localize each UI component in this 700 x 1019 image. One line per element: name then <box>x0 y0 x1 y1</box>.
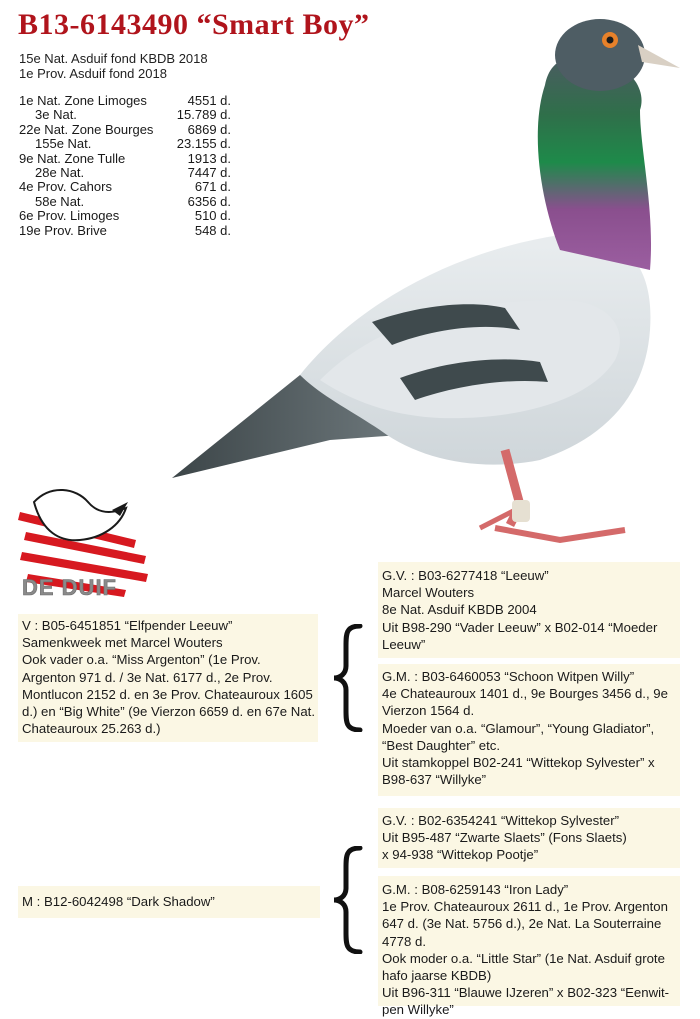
result-value: 7447 d. <box>187 164 231 180</box>
result-label: 155e Nat. <box>35 136 92 152</box>
brace-icon <box>330 846 364 954</box>
subtitle-line: 1e Prov. Asduif fond 2018 <box>19 66 167 81</box>
mother-mother-line: G.M. : B08-6259143 “Iron Lady” <box>382 882 569 897</box>
result-label: 1e Nat. Zone Limoges <box>19 93 147 108</box>
result-value: 510 d. <box>194 208 231 224</box>
pigeon-image <box>150 0 700 560</box>
result-value: 548 d. <box>194 222 231 238</box>
mother-mother-line: 1e Prov. Chateauroux 2611 d., 1e Prov. Argenton 647 d. (3e Nat. 5756 d.), 2e Nat. La Souterraine 4778 d. <box>382 899 668 949</box>
mother-mother-line: Ook moder o.a. “Little Star” (1e Nat. Asduif grote hafo jaarse KBDB) <box>382 950 665 984</box>
result-value: 6869 d. <box>187 121 231 137</box>
mother-box <box>18 886 320 918</box>
mother-line: M : B12-6042498 “Dark Shadow” <box>22 894 215 909</box>
result-value: 6356 d. <box>187 193 231 209</box>
result-value: 1913 d. <box>187 150 231 166</box>
result-label: 4e Prov. Cahors <box>19 179 112 195</box>
result-value: 671 d. <box>194 179 231 195</box>
pedigree-title: B13-6143490 “Smart Boy” <box>18 8 370 41</box>
father-father-line: 8e Nat. Asduif KBDB 2004 <box>382 602 537 618</box>
mother-mother-line: Uit B96-311 “Blauwe IJzeren” x B02-323 “Eenwit-pen Willyke” <box>382 985 670 1018</box>
father-mother-line: G.M. : B03-6460053 “Schoon Witpen Willy” <box>382 669 635 684</box>
father-father-line: Marcel Wouters <box>382 585 475 601</box>
father-mother-line: Moeder van o.a. “Glamour”, “Young Gladiator”, “Best Daughter” etc. <box>382 720 655 753</box>
result-label: 9e Nat. Zone Tulle <box>19 150 126 166</box>
result-label: 22e Nat. Zone Bourges <box>19 121 154 137</box>
father-mother-line: 4e Chateauroux 1401 d., 9e Bourges 3456 d., 9e Vierzon 1564 d. <box>382 686 668 719</box>
result-label: 3e Nat. <box>35 107 77 123</box>
result-label: 6e Prov. Limoges <box>19 208 120 224</box>
father-box <box>18 614 318 742</box>
result-label: 19e Prov. Brive <box>19 222 107 238</box>
logo-text: DE DUIF <box>22 575 117 600</box>
mother-father-line: G.V. : B02-6354241 “Wittekop Sylvester” <box>382 813 620 828</box>
mother-father-line: x 94-938 “Wittekop Pootje” <box>382 847 539 863</box>
father-father-box <box>378 562 680 658</box>
result-value: 23.155 d. <box>176 136 231 152</box>
father-mother-box <box>378 664 680 796</box>
father-mother-line: Uit stamkoppel B02-241 “Wittekop Sylvester” x B98-637 “Willyke” <box>382 755 655 788</box>
result-value: 15.789 d. <box>176 107 231 123</box>
result-label: 58e Nat. <box>35 193 85 209</box>
result-value: 4551 d. <box>187 93 231 108</box>
father-line: Ook vader o.a. “Miss Argenton” (1e Prov. Argenton 971 d. / 3e Nat. 6177 d., 2e Prov. Montlucon 2152 d. en 3e Prov. Chateauroux 1605 d.) en “Big White” (9e Vierzon 6659 d. en 67e Nat. Chateauroux 25.263 d.) <box>22 652 315 737</box>
brace-icon <box>330 624 364 732</box>
mother-mother-box <box>378 876 680 1018</box>
mother-father-box <box>378 808 680 868</box>
father-father-line: Uit B98-290 “Vader Leeuw” x B02-014 “Moeder Leeuw” <box>382 619 658 652</box>
mother-father-line: Uit B95-487 “Zwarte Slaets” (Fons Slaets) <box>382 830 627 846</box>
father-line: Samenkweek met Marcel Wouters <box>22 635 223 651</box>
subtitle-line: 15e Nat. Asduif fond KBDB 2018 <box>19 51 208 66</box>
father-father-line: G.V. : B03-6277418 “Leeuw” <box>382 568 549 583</box>
father-line: V : B05-6451851 “Elfpender Leeuw” <box>22 618 233 633</box>
result-label: 28e Nat. <box>35 164 85 180</box>
